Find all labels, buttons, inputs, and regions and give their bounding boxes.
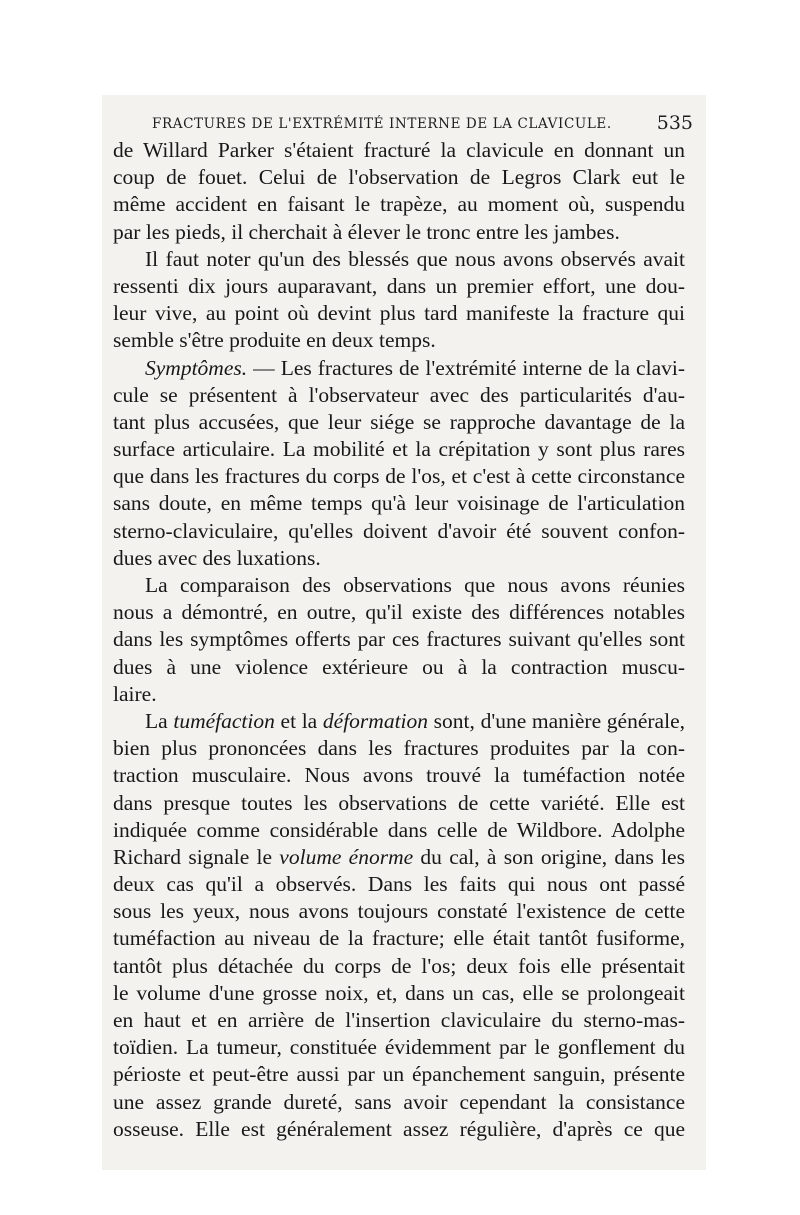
text-line: par les pieds, il cherchait à élever le tronc entre les jambes. bbox=[113, 219, 620, 244]
text-run: Richard signale le bbox=[113, 844, 280, 869]
text-line: tuméfaction au niveau de la fracture; elle était tantôt fusiforme, bbox=[113, 926, 685, 951]
text-line: de Willard Parker s'étaient fracturé la clavicule en donnant un bbox=[113, 138, 685, 162]
text-run: et la bbox=[274, 708, 323, 733]
text-line: en haut et en arrière de l'insertion claviculaire du sterno-mas- bbox=[113, 1008, 685, 1032]
emphasis-deformation: déformation bbox=[322, 708, 429, 733]
section-heading-symptomes: Symptômes. bbox=[145, 355, 248, 380]
text-line: osseuse. Elle est généralement assez régulière, d'après ce que bbox=[113, 1116, 685, 1141]
text-line: leur vive, au point où devint plus tard manifeste la fracture qui bbox=[113, 301, 685, 326]
body-text bbox=[113, 137, 685, 1143]
running-title: FRACTURES DE L'EXTRÉMITÉ INTERNE DE LA CLAVICULE. bbox=[152, 116, 612, 132]
text-line: périoste et peut-être aussi par un épanchement sanguin, présente bbox=[113, 1062, 685, 1087]
text-line bbox=[113, 844, 685, 871]
text-line: dans les symptômes offerts par ces fractures suivant qu'elles sont bbox=[113, 627, 685, 652]
text-line: dans presque toutes les observations de cette variété. Elle est bbox=[113, 790, 685, 815]
page-number: 535 bbox=[656, 112, 693, 134]
page-header bbox=[152, 112, 697, 136]
text-line: que dans les fractures du corps de l'os, et c'est à cette circonstance bbox=[113, 464, 685, 489]
text-run: du cal, à son origine, dans les bbox=[413, 844, 685, 869]
text-run: La bbox=[145, 708, 174, 733]
text-line: tantôt plus détachée du corps de l'os; deux fois elle présentait bbox=[113, 953, 685, 978]
text-line: le volume d'une grosse noix, et, dans un cas, elle se prolongeait bbox=[113, 980, 685, 1005]
text-line: semble s'être produite en deux temps. bbox=[113, 328, 436, 353]
emphasis-tumefaction: tuméfaction bbox=[173, 708, 275, 733]
text-line: nous a démontré, en outre, qu'il existe des différences notables bbox=[113, 600, 685, 625]
text-line: coup de fouet. Celui de l'observation de Legros Clark eut le bbox=[113, 165, 685, 190]
text-line: sans doute, en même temps qu'à leur voisinage de l'articulation bbox=[113, 491, 685, 516]
text-line: dues à une violence extérieure ou à la contraction muscu- bbox=[113, 654, 685, 679]
text-line: cule se présentent à l'observateur avec des particularités d'au- bbox=[113, 382, 685, 407]
text-line: ressenti dix jours auparavant, dans un premier effort, une dou- bbox=[113, 273, 685, 298]
text-line: bien plus prononcées dans les fractures produites par la con- bbox=[113, 736, 685, 761]
text-line bbox=[113, 355, 685, 382]
text-line bbox=[113, 708, 685, 735]
text-line: surface articulaire. La mobilité et la crépitation y sont plus rares bbox=[113, 437, 685, 462]
text-run: — Les fractures de l'extrémité interne de la clavi- bbox=[247, 355, 685, 380]
text-line: deux cas qu'il a observés. Dans les faits qui nous ont passé bbox=[113, 872, 685, 897]
emphasis-volume-enorme: volume énorme bbox=[279, 844, 414, 869]
text-line: traction musculaire. Nous avons trouvé la tuméfaction notée bbox=[113, 763, 685, 788]
text-line: sterno-claviculaire, qu'elles doivent d'avoir été souvent confon- bbox=[113, 518, 685, 543]
text-line: tant plus accusées, que leur siége se rapproche davantage de la bbox=[113, 409, 685, 434]
text-line: même accident en faisant le trapèze, au moment où, suspendu bbox=[113, 192, 685, 217]
text-run: sont, d'une manière générale, bbox=[428, 708, 685, 733]
text-line: sous les yeux, nous avons toujours constaté l'existence de cette bbox=[113, 899, 685, 924]
text-line: Il faut noter qu'un des blessés que nous avons observés avait bbox=[145, 246, 685, 271]
text-line: indiquée comme considérable dans celle de Wildbore. Adolphe bbox=[113, 817, 685, 842]
text-line: toïdien. La tumeur, constituée évidemment par le gonflement du bbox=[113, 1035, 685, 1060]
text-line: dues avec des luxations. bbox=[113, 545, 321, 570]
text-line: une assez grande dureté, sans avoir cependant la consistance bbox=[113, 1089, 685, 1114]
text-line: laire. bbox=[113, 681, 157, 706]
text-line: La comparaison des observations que nous avons réunies bbox=[145, 573, 685, 597]
